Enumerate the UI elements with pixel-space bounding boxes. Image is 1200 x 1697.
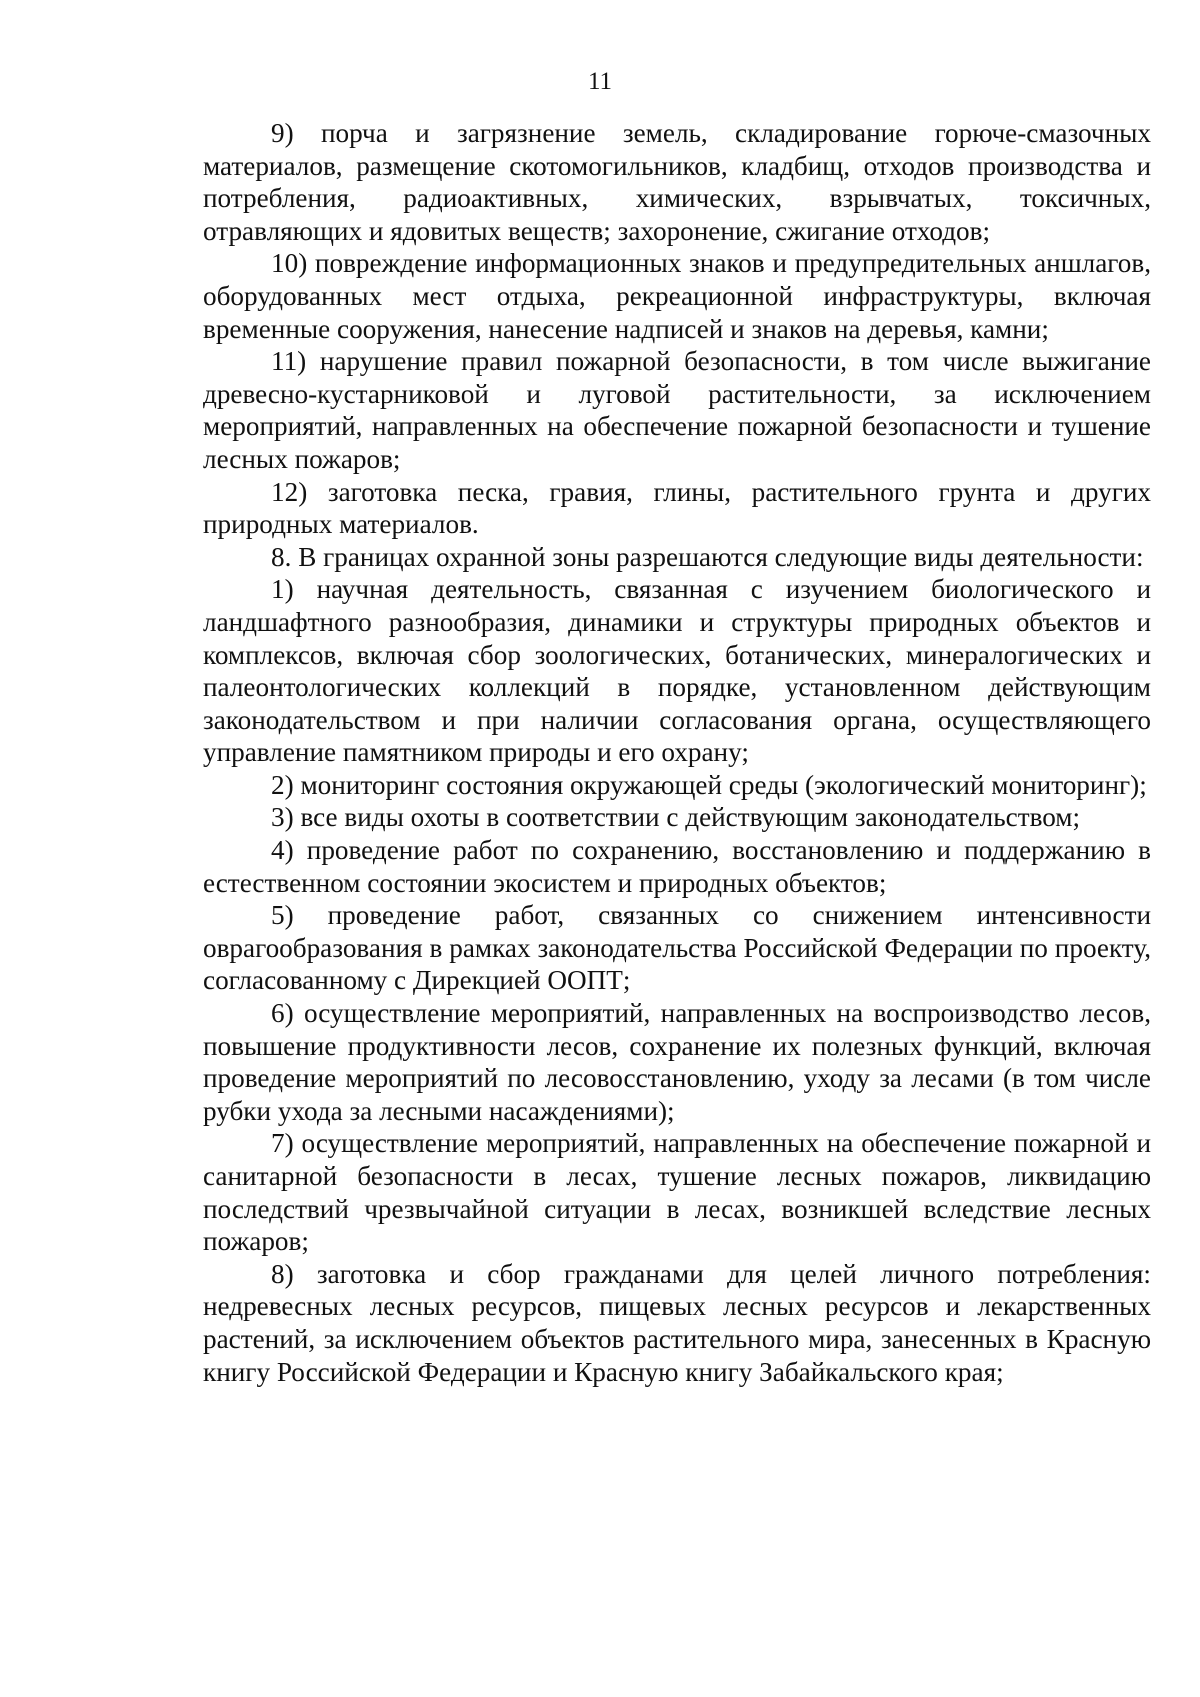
paragraph-prohibition-11: 11) нарушение правил пожарной безопасности, в том числе выжигание древесно-кустарниковой и луговой растительности, за исключением мероприятий, направленных на обеспечение пожарной безопасности и тушение лесных пожаров; (203, 346, 1151, 474)
paragraph-permitted-4: 4) проведение работ по сохранению, восстановлению и поддержанию в естественном состоянии экосистем и природных объектов; (203, 835, 1151, 898)
paragraph-prohibition-12: 12) заготовка песка, гравия, глины, растительного грунта и других природных материалов. (203, 476, 1151, 540)
paragraph-section-8: 8. В границах охранной зоны разрешаются следующие виды деятельности: (271, 541, 1144, 572)
paragraph-permitted-1: 1) научная деятельность, связанная с изучением биологического и ландшафтного разнообразия, динамики и структуры природных объектов и комплексов, включая сбор зоологических, ботанических, минералогических и палеонтологических коллекций в порядке, установленном действующим законодательством и при наличии согласования органа, осуществляющего управление памятником природы и его охрану; (203, 574, 1151, 768)
paragraph-permitted-7: 7) осуществление мероприятий, направленных на обеспечение пожарной и санитарной безопасности в лесах, тушение лесных пожаров, ликвидацию последствий чрезвычайной ситуации в лесах, возникшей вследствие лесных пожаров; (203, 1128, 1151, 1257)
page-number: 11 (587, 68, 613, 95)
paragraph-permitted-3: 3) все виды охоты в соответствии с действующим законодательством; (271, 802, 1081, 833)
paragraph-permitted-8: 8) заготовка и сбор гражданами для целей личного потребления: недревесных лесных ресурсов, пищевых лесных ресурсов и лекарственных растений, за исключением объектов растительного мира, занесенных в Красную книгу Российской Федерации и Красную книгу Забайкальского края; (203, 1258, 1151, 1387)
paragraph-prohibition-10: 10) повреждение информационных знаков и предупредительных аншлагов, оборудованных мест отдыха, рекреационной инфраструктуры, включая временные сооружения, нанесение надписей и знаков на деревья, камни; (203, 248, 1151, 344)
paragraph-prohibition-9: 9) порча и загрязнение земель, складирование горюче-смазочных материалов, размещение скотомогильников, кладбищ, отходов производства и потребления, радиоактивных, химических, взрывчатых, токсичных, отравляющих и ядовитых веществ; захоронение, сжигание отходов; (203, 118, 1151, 246)
paragraph-permitted-2: 2) мониторинг состояния окружающей среды (экологический мониторинг); (271, 769, 1147, 800)
paragraph-permitted-6: 6) осуществление мероприятий, направленных на воспроизводство лесов, повышение продуктивности лесов, сохранение их полезных функций, включая проведение мероприятий по лесовосстановлению, уходу за лесами (в том числе рубки ухода за лесными насаждениями); (203, 998, 1151, 1126)
document-body (203, 117, 1151, 1388)
paragraph-permitted-5: 5) проведение работ, связанных со снижением интенсивности оврагообразования в рамках законодательства Российской Федерации по проекту, согласованному с Дирекцией ООПТ; (203, 900, 1151, 996)
